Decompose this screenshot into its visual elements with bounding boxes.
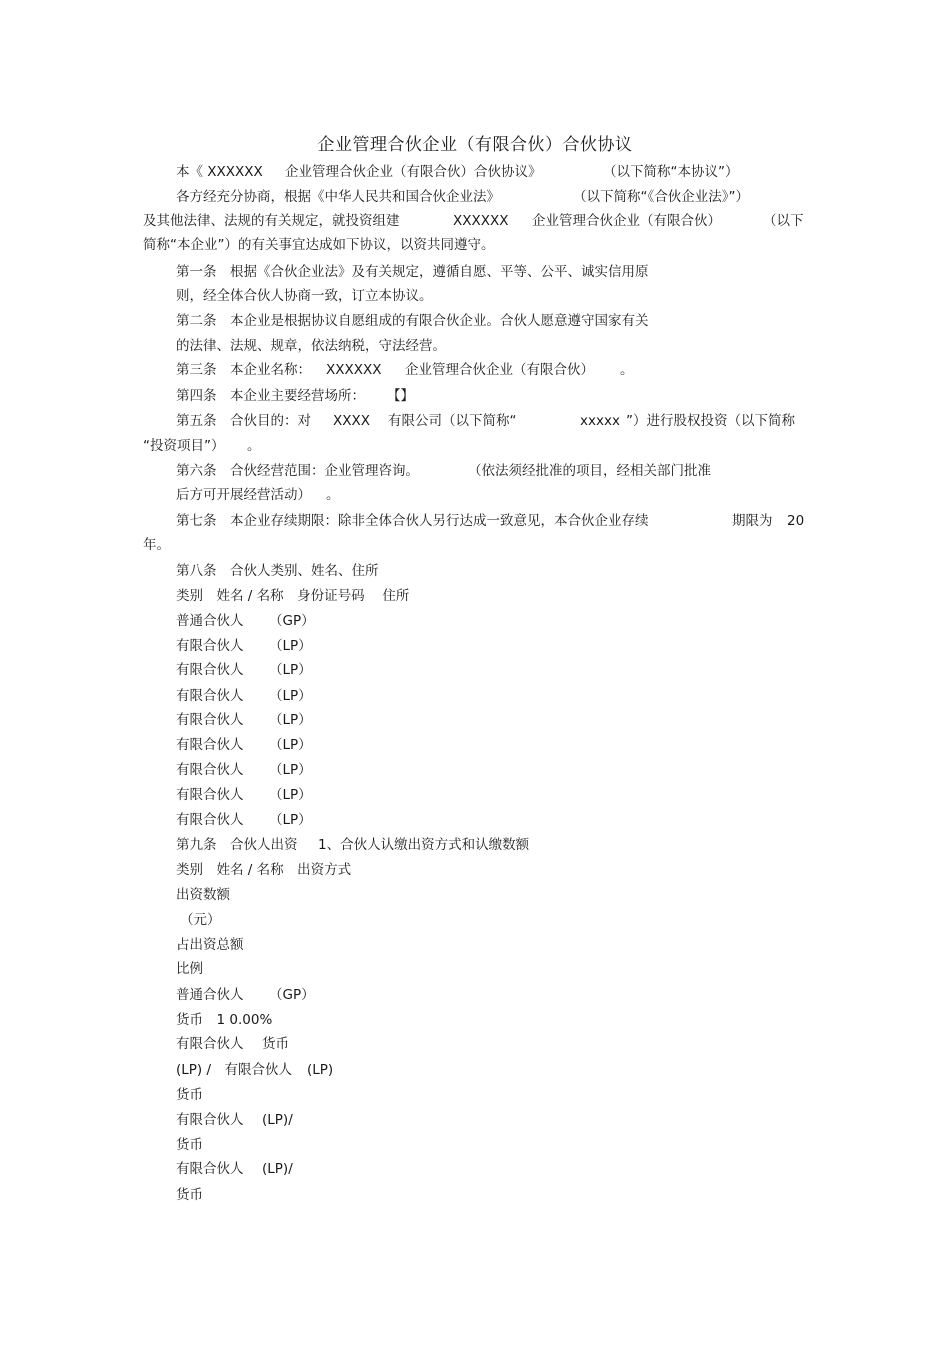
text-segment: 【】 — [387, 388, 414, 404]
text-segment: 。 — [326, 487, 340, 503]
text-segment: 的法律、法规、规章，依法纳税，守法经营。 — [176, 338, 446, 354]
text-segment: xxxxx — [580, 413, 620, 429]
text-segment: 1、合伙人认缴出资方式和认缴数额 — [318, 837, 530, 853]
text-segment: 有限合伙人 — [176, 737, 244, 753]
text-segment: （LP） — [269, 688, 312, 704]
text-segment: XXXXXX — [453, 213, 509, 229]
text-segment: “投资项目”） — [143, 438, 225, 454]
text-segment: 有限合伙人 — [176, 787, 244, 803]
text-segment: （以下简称“本协议”） — [603, 164, 739, 180]
text-segment: 各方经充分协商，根据《中华人民共和国合伙企业法》 — [176, 189, 500, 205]
text-segment: （LP） — [269, 737, 312, 753]
text-segment: 第九条 合伙人出资 — [176, 837, 298, 853]
text-segment: 后方可开展经营活动） — [176, 487, 311, 503]
text-segment: （LP） — [269, 712, 312, 728]
text-segment: 则，经全体合伙人协商一致，订立本协议。 — [176, 288, 433, 304]
text-segment: (LP)/ — [262, 1161, 293, 1177]
text-segment: 占出资总额 — [176, 937, 244, 953]
text-segment: 货币 — [176, 1137, 203, 1153]
text-segment: 及其他法律、法规的有关规定，就投资组建 — [143, 213, 400, 229]
text-segment: 类别 姓名 / 名称 身份证号码 住所 — [176, 588, 410, 604]
text-segment: 企业管理合伙企业（有限合伙）合伙协议》 — [285, 164, 542, 180]
text-segment: XXXX — [333, 413, 370, 429]
text-segment: 货币 — [176, 1187, 203, 1203]
text-segment: 。 — [247, 438, 261, 454]
text-segment: 有限合伙人 — [176, 688, 244, 704]
text-segment: （依法须经批准的项目，经相关部门批准 — [468, 463, 711, 479]
text-segment: 货币 1 0.00% — [176, 1012, 273, 1028]
text-segment: 有限合伙人 — [176, 712, 244, 728]
text-segment: ”）进行股权投资（以下简称 — [626, 413, 795, 429]
text-segment: （LP） — [269, 638, 312, 654]
text-segment: （LP） — [269, 662, 312, 678]
text-segment: (LP) / 有限合伙人 — [176, 1062, 293, 1078]
text-segment: （GP） — [269, 613, 315, 629]
text-segment: （GP） — [269, 987, 315, 1003]
text-segment: 第七条 本企业存续期限：除非全体合伙人另行达成一致意见，本合伙企业存续 — [176, 513, 649, 529]
text-segment: (LP) — [307, 1062, 334, 1078]
text-segment: 有限合伙人 — [176, 662, 244, 678]
text-segment: 普通合伙人 — [176, 613, 244, 629]
text-segment: 有限合伙人 — [176, 638, 244, 654]
text-segment: 有限合伙人 — [176, 1161, 244, 1177]
text-segment: (LP)/ — [262, 1112, 293, 1128]
text-segment: 第五条 合伙目的：对 — [176, 413, 311, 429]
text-segment: 第八条 合伙人类别、姓名、住所 — [176, 563, 379, 579]
text-segment: （以下简称“《合伙企业法》”） — [573, 189, 749, 205]
text-segment: （LP） — [269, 812, 312, 828]
text-segment: 企业管理合伙企业（有限合伙） — [405, 362, 594, 378]
text-segment: （LP） — [269, 787, 312, 803]
text-segment: 期限为 — [732, 513, 773, 529]
text-segment: 20 — [787, 513, 805, 529]
text-segment: 货币 — [262, 1036, 289, 1052]
text-segment: 。 — [620, 362, 634, 378]
text-segment: 有限合伙人 — [176, 812, 244, 828]
text-segment: 有限合伙人 — [176, 1112, 244, 1128]
text-segment: 有限合伙人 — [176, 1036, 244, 1052]
text-segment: （以下 — [763, 213, 804, 229]
text-segment: 出资数额 — [176, 887, 230, 903]
text-segment: 比例 — [176, 961, 203, 977]
text-segment: 第一条 根据《合伙企业法》及有关规定，遵循自愿、平等、公平、诚实信用原 — [176, 264, 649, 280]
text-segment: 年。 — [143, 537, 170, 553]
text-segment: 货币 — [176, 1087, 203, 1103]
text-segment: 有限公司（以下简称“ — [388, 413, 517, 429]
text-segment: 普通合伙人 — [176, 987, 244, 1003]
text-segment: 本《 XXXXXX — [176, 164, 263, 180]
text-segment: 有限合伙人 — [176, 762, 244, 778]
text-segment: XXXXXX — [326, 362, 382, 378]
text-segment: 第六条 合伙经营范围：企业管理咨询。 — [176, 463, 419, 479]
text-segment: 类别 姓名 / 名称 出资方式 — [176, 862, 352, 878]
text-segment: 第四条 本企业主要经营场所： — [176, 388, 365, 404]
text-segment: 简称“本企业”）的有关事宜达成如下协议，以资共同遵守。 — [143, 237, 495, 253]
text-segment: （LP） — [269, 762, 312, 778]
text-segment: 第二条 本企业是根据协议自愿组成的有限合伙企业。合伙人愿意遵守国家有关 — [176, 313, 649, 329]
document-title: 企业管理合伙企业（有限合伙）合伙协议 — [317, 135, 633, 155]
text-segment: （元） — [180, 912, 221, 928]
text-segment: 企业管理合伙企业（有限合伙） — [532, 213, 721, 229]
text-segment: 第三条 本企业名称： — [176, 362, 311, 378]
